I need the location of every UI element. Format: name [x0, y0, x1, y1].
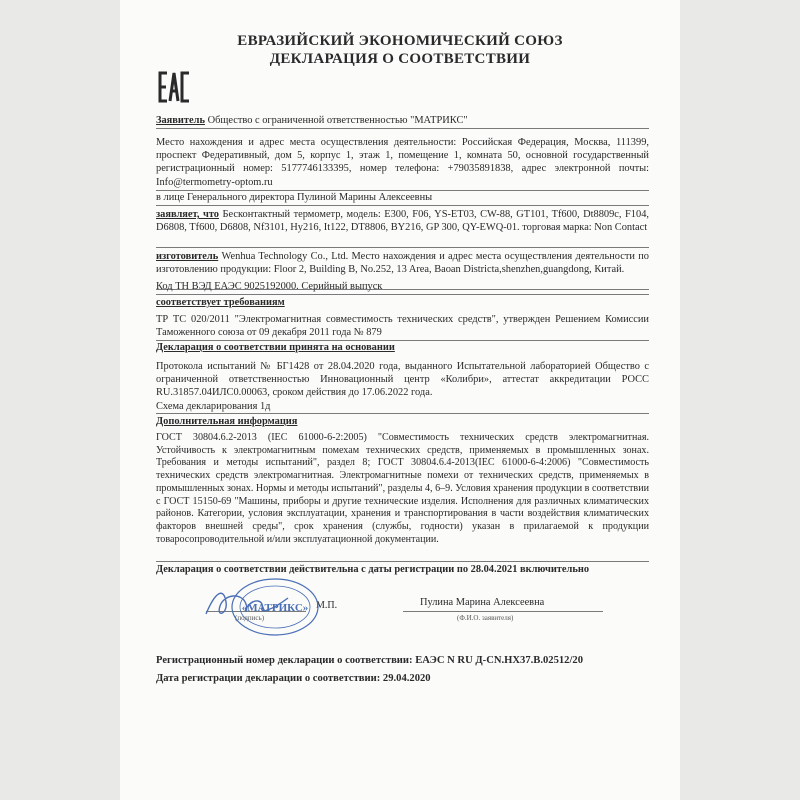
divider [156, 294, 649, 295]
divider [156, 413, 649, 414]
divider [156, 247, 649, 248]
signer-name: Пулина Марина Алексеевна [420, 597, 545, 608]
divider [156, 205, 649, 206]
signer-caption: (Ф.И.О. заявителя) [457, 614, 514, 622]
signer-line [403, 611, 603, 612]
requirements-label: соответствует требованиям [156, 297, 285, 308]
applicant-value: Общество с ограниченной ответственностью "МАТРИКС" [207, 115, 468, 126]
basis-label: Декларация о соответствии принята на основании [156, 342, 395, 353]
scheme-text: Схема декларирования 1д [156, 401, 271, 412]
header-union-title: ЕВРАЗИЙСКИЙ ЭКОНОМИЧЕСКИЙ СОЮЗ [237, 33, 563, 49]
header-declaration-title: ДЕКЛАРАЦИЯ О СООТВЕТСТВИИ [269, 51, 531, 67]
eac-logo-icon [158, 70, 192, 104]
registration-number: Регистрационный номер декларации о соответствии: ЕАЭС N RU Д-CN.НХ37.В.02512/20 [156, 655, 584, 666]
representative-text: в лице Генерального директора Пулиной Марины Алексеевны [156, 192, 433, 203]
additional-label: Дополнительная информация [156, 416, 298, 427]
manufacturer-label: изготовитель [156, 251, 219, 262]
applicant-label: Заявитель [156, 115, 205, 126]
declares-value: Бесконтактный термометр, модель: E300, F06, YS-ET03, CW-88, GT101, Tf600, Dt8809c, F104, D6808, Tf600, D6808, Nf3101, Hy216, It122, DT8806, BY216, GP 300, QY-EWQ-01. торговая марка: Non Contact [156, 209, 649, 234]
code-text: Код ТН ВЭД ЕАЭС 9025192000. Серийный выпуск [156, 281, 383, 292]
signature-caption: (подпись) [235, 614, 265, 622]
mp-mark: М.П. [316, 600, 338, 611]
divider [156, 128, 649, 129]
matriks-stamp-icon [230, 577, 320, 637]
applicant-row [156, 114, 649, 127]
additional-value: ГОСТ 30804.6.2-2013 (IEC 61000-6-2:2005) "Совместимость технических средств электромагнитная. Устойчивость к электромагнитным помехам технических средств, применяемых в промышленных зонах. Требования и методы испытаний", раздел 8; ГОСТ 30804.6.4-2013(IEC 61000-6-4:2006) "Совместимость технических средств электромагнитная. Электромагнитные помехи от технических средств, применяемых в промышленных зонах. Нормы и методы испытаний", разделы 4, 6–9. Условия хранения продукции в соответствии с ГОСТ 15150-69 "Машины, приборы и другие технические изделия. Исполнения для различных климатических районов. Категории, условия эксплуатации, хранения и транспортирования в части воздействия климатических факторов внешней среды", срок хранения (службы, годности) указан в прилагаемой к продукции товаросопроводительной и/или эксплуатационной документации. [156, 432, 649, 545]
basis-value: Протокола испытаний № БГ1428 от 28.04.2020 года, выданного Испытательной лабораторией Общество с ограниченной ответственностью Инновационный центр «Колибри», аттестат аккредитации РОСС RU.31857.04ИЛС0.00063, сроком действия до 17.06.2022 года. [156, 361, 649, 399]
declares-label: заявляет, что [156, 209, 219, 220]
declares-row [156, 208, 649, 234]
registration-date: Дата регистрации декларации о соответствии: 29.04.2020 [156, 673, 431, 684]
validity-text: Декларация о соответствии действительна с даты регистрации по 28.04.2021 включительно [156, 564, 590, 575]
divider [156, 561, 649, 562]
address-text: Место нахождения и адрес места осуществления деятельности: Российская Федерация, Москва, 111399, проспект Федеративный, дом 5, корпус 1, этаж 1, помещение 1, комната 50, основной государственный регистрационный номер: 5177746133395, номер телефона: +79035891838, адрес электронной почты: Info@termometry-optom.ru [156, 137, 649, 188]
manufacturer-value: Wenhua Technology Co., Ltd. Место нахождения и адрес места осуществления деятельности по изготовлению продукции: Floor 2, Building B, No.252, 13 Area, Baoan Districta,shenzhen,guangdong, Китай. [156, 251, 649, 276]
manufacturer-row [156, 250, 649, 276]
declaration-document [120, 0, 680, 800]
requirements-value: ТР ТС 020/2011 "Электромагнитная совместимость технических средств", утвержден Решением Комиссии Таможенного союза от 09 декабря 2011 года № 879 [156, 314, 649, 339]
divider [156, 340, 649, 341]
stamp-center-text: «МАТРИКС» [241, 602, 309, 614]
